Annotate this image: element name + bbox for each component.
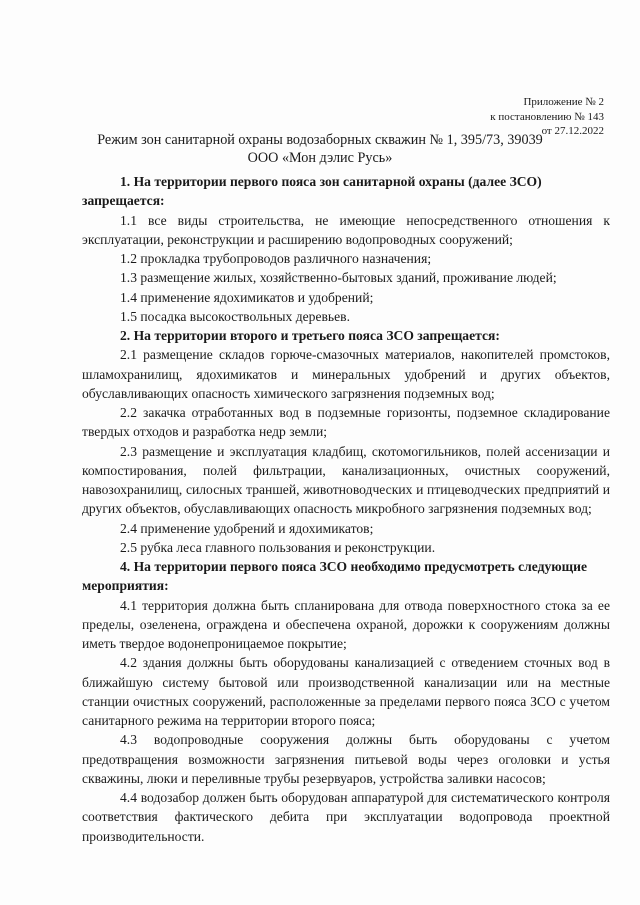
paragraph: 4.4 водозабор должен быть оборудован аппаратурой для систематического контроля соответствия фактического дебита при эксплуатации водопровода проектной производительности. [82,790,610,844]
paragraph: 1.2 прокладка трубопроводов различного назначения; [120,251,432,266]
paragraph: 4.2 здания должны быть оборудованы канализацией с отведением сточных вод в ближайшую систему бытовой или производственной канализации или на местные станции очистных сооружений, расположенные за пределами первого пояса ЗСО с учетом санитарного режима на территории второго пояса; [82,655,610,728]
document-body [82,172,610,846]
paragraph: 1.5 посадка высокоствольных деревьев. [120,308,350,324]
paragraph: 2.1 размещение складов горюче-смазочных материалов, накопителей промстоков, шламохранилищ, ядохимикатов и минеральных удобрений и других объектов, обуславливающих опасность химического загрязнения подземных вод; [82,347,610,401]
paragraph: 4.3 водопроводные сооружения должны быть оборудованы с учетом предотвращения возможности загрязнения питьевой воды через оголовки и устья скважины, люки и переливные трубы резервуаров, устройства заливки насосов; [82,732,610,786]
paragraph: 1.3 размещение жилых, хозяйственно-бытовых зданий, проживание людей; [120,270,557,286]
paragraph: 1.4 применение ядохимикатов и удобрений; [120,289,374,305]
title-line: Режим зон санитарной охраны водозаборных скважин № 1, 395/73, 39039 [97,132,543,148]
title-line: ООО «Мон дэлис Русь» [247,149,393,166]
document-title [40,132,600,167]
paragraph: 2.3 размещение и эксплуатация кладбищ, скотомогильников, полей ассенизации и компостирования, полей фильтрации, канализационных, очистных сооружений, навозохранилищ, силосных траншей, животноводческих и птицеводческих предприятий и других объектов, обуславливающих опасность микробного загрязнения подземных вод; [82,443,610,517]
paragraph: 1.1 все виды строительства, не имеющие непосредственного отношения к эксплуатации, реконструкции и расширению водопроводных сооружений; [82,212,610,247]
appendix-line: от 27.12.2022 [541,125,604,137]
appendix-line: Приложение № 2 [523,96,604,108]
appendix-line: к постановлению № 143 [490,110,604,123]
section-heading: 4. На территории первого пояса ЗСО необходимо предусмотреть следующие мероприятия: [82,559,587,594]
paragraph: 2.4 применение удобрений и ядохимикатов; [120,520,374,536]
paragraph: 4.1 территория должна быть спланирована для отвода поверхностного стока за ее пределы, озеленена, ограждена и обеспечена охраной, дорожки к сооружениям должны иметь твердое водонепроницаемое покрытие; [82,597,610,651]
section-heading: 2. На территории второго и третьего пояса ЗСО запрещается: [120,328,500,343]
paragraph: 2.2 закачка отработанных вод в подземные горизонты, подземное складирование твердых отходов и разработка недр земли; [82,405,610,440]
section-heading: 1. На территории первого пояса зон санитарной охраны (далее ЗСО) запрещается: [82,174,542,209]
paragraph: 2.5 рубка леса главного пользования и реконструкции. [120,539,436,555]
